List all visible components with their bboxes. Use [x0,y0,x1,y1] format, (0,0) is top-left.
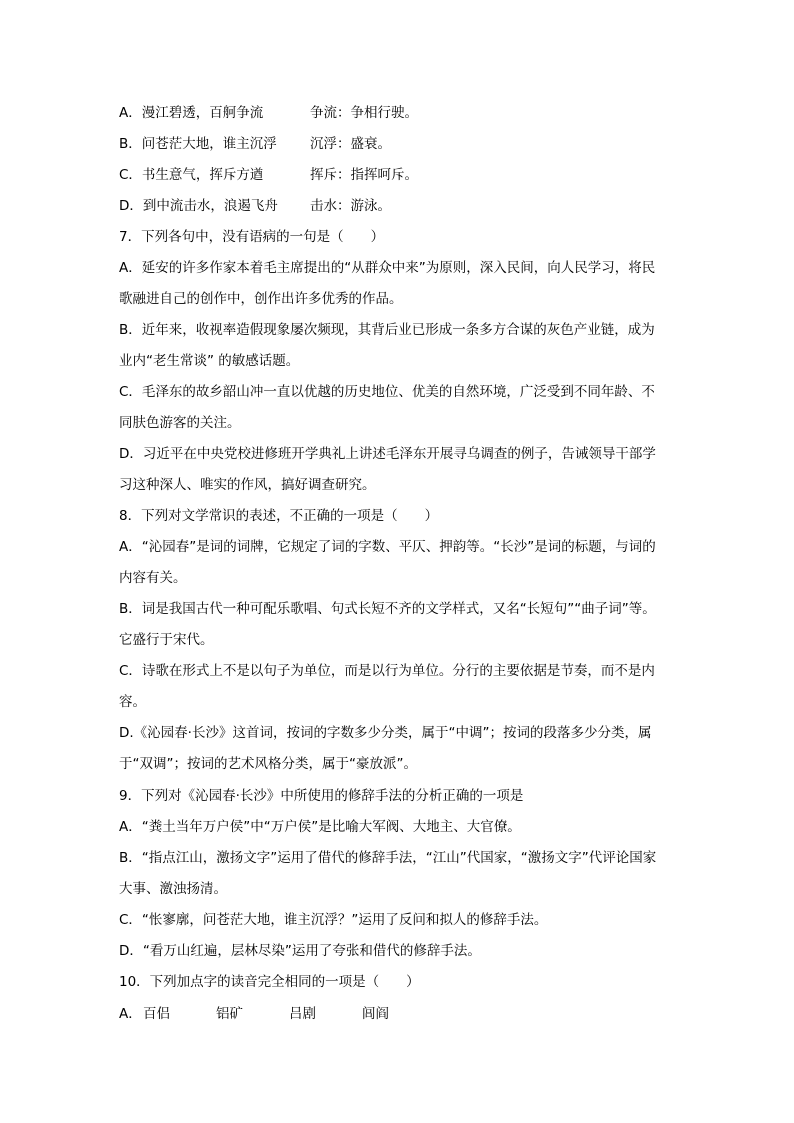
q7-option-b-line2: 业内“老生常谈” 的敏感话题。 [119,353,300,369]
q9-stem: 9．下列对《沁园春·长沙》中所使用的修辞手法的分析正确的一项是 [119,788,524,804]
q6-option-c-explain: 挥斥：指挥呵斥。 [310,167,418,183]
q7-option-c-line1: C．毛泽东的故乡韶山冲一直以优越的历史地位、优美的自然环境，广泛受到不同年龄、不 [119,384,655,400]
q10-word-2: 铝矿 [216,1006,243,1022]
q10-stem: 10．下列加点字的读音完全相同的一项是（ ） [119,974,420,990]
q7-option-d-line1: D．习近平在中央党校进修班开学典礼上讲述毛泽东开展寻乌调查的例子，告诫领导干部学 [119,446,656,462]
q10-option-a-label: A． [119,1006,142,1022]
q10-option-a [119,1004,679,1024]
q6-option-a-phrase: A．漫江碧透，百舸争流 [119,105,264,121]
q8-option-d-line1: D.《沁园春·长沙》这首词，按词的字数多少分类，属于“中调”；按词的段落多少分类，属 [119,725,652,741]
q7-option-d-line2: 习这种深人、唯实的作风，搞好调查研究。 [119,477,376,493]
q9-option-b-line2: 大事、激浊扬清。 [119,881,227,897]
q8-option-c-line1: C．诗歌在形式上不是以句子为单位，而是以行为单位。分行的主要依据是节奏，而不是内 [119,663,655,679]
q6-option-b-phrase: B．问苍茫大地，谁主沉浮 [119,136,277,152]
q6-option-b-explain: 沉浮：盛衰。 [310,136,391,152]
q8-option-b-line1: B．词是我国古代一种可配乐歌唱、句式长短不齐的文学样式，又名“长短句”“曲子词”等。 [119,601,656,617]
q7-option-b-line1: B．近年来，收视率造假现象屡次频现，其背后业已形成一条多方合谋的灰色产业链，成为 [119,322,655,338]
q8-option-d-line2: 于“双调”；按词的艺术风格分类，属于“豪放派”。 [119,756,417,772]
q7-option-a-line2: 歌融进自己的创作中，创作出许多优秀的作品。 [119,291,403,307]
q10-word-4: 闾阎 [362,1006,389,1022]
q7-stem: 7．下列各句中，没有语病的一句是（ ） [119,229,385,245]
q9-option-a: A．“粪土当年万户侯”中“万户侯”是比喻大军阀、大地主、大官僚。 [119,819,521,835]
q8-option-b-line2: 它盛行于宋代。 [119,632,214,648]
q6-option-a [119,103,679,123]
q7-option-a-line1: A．延安的许多作家本着毛主席提出的“从群众中来”为原则，深入民间，向人民学习，将民 [119,260,656,276]
q9-option-c: C．“怅寥廓，问苍茫大地，谁主沉浮？”运用了反问和拟人的修辞手法。 [119,912,548,928]
q8-stem: 8．下列对文学常识的表述，不正确的一项是（ ） [119,508,439,524]
q6-option-d-phrase: D．到中流击水，浪遏飞舟 [119,198,278,214]
q9-option-d: D．“看万山红遍，层林尽染”运用了夸张和借代的修辞手法。 [119,943,481,959]
q6-option-d-explain: 击水：游泳。 [310,198,391,214]
q6-option-a-explain: 争流：争相行驶。 [310,105,418,121]
q10-word-1: 百侣 [143,1006,170,1022]
q9-option-b-line1: B．“指点江山，激扬文字”运用了借代的修辞手法，“江山”代国家，“激扬文字”代评论国家 [119,850,657,866]
q7-option-c-line2: 同肤色游客的关注。 [119,415,241,431]
q6-option-d [119,196,679,216]
q10-word-3: 吕剧 [289,1006,316,1022]
q6-option-c-phrase: C．书生意气，挥斥方遒 [119,167,264,183]
q8-option-a-line2: 内容有关。 [119,570,187,586]
q6-option-c [119,165,679,185]
q6-option-b [119,134,679,154]
q8-option-a-line1: A．“沁园春”是词的词牌，它规定了词的字数、平仄、押韵等。“长沙”是词的标题，与词的 [119,539,656,555]
q8-option-c-line2: 容。 [119,694,146,710]
